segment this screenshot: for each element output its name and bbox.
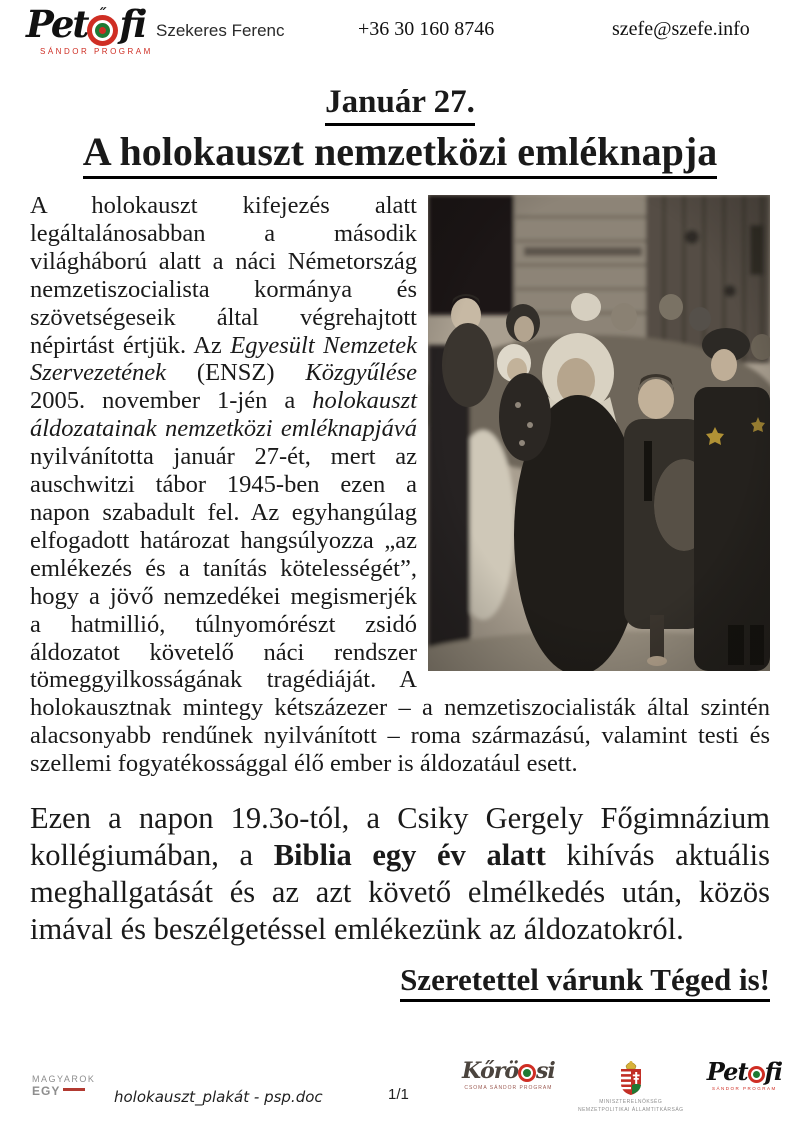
korosi-program-logo [462,1060,555,1091]
p1-run-2: (ENSZ) [166,359,306,387]
p1-italic-1: Egyesült Nemzetek Szervezetének [30,331,417,387]
p2-bold-1: Biblia egy év alatt [273,838,546,873]
korosi-target-icon [521,1067,533,1079]
petofi-footer-caption: SÁNDOR PROGRAM [712,1086,777,1091]
paragraph-event [30,800,770,948]
page-number: 1/1 [388,1086,409,1103]
p2-run-1: Ezen a napon 19.3o-tól, a Csiky Gergely Főgimnázium kollégiumában, a [30,801,770,873]
p1-italic-3: holokauszt áldozatainak nemzetközi emléknapjává [30,387,417,443]
title-block [0,84,800,179]
document-title-date: Január 27. [0,84,800,126]
korosi-logo-caption: CSOMA SÁNDOR PROGRAM [464,1085,553,1091]
korosi-wordmark: Kőrö si [461,1058,555,1084]
p1-run-3: 2005. november 1-jén a [30,387,313,415]
paragraph-intro [30,192,770,778]
document-title-main: A holokauszt nemzetközi emléknapja [0,128,800,179]
magyarok-logo [32,1074,95,1098]
p2-run-2: kihívás aktuális meghallgatását és az azt követő elmélkedés után, közös imával és beszélgetéssel emlékezünk az áldozatokról. [30,838,771,947]
petofi-wordmark-pre: Pet [26,2,88,46]
petofi-footer-target-icon [751,1069,762,1080]
p1-run-1: A holokauszt kifejezés alatt legáltalánosabban a második világháború alatt a náci Németország nemzetiszocialista kormánya és szövetségeseik által végrehajtott népirtást értjük. Az [30,192,417,359]
p1-italic-2: Közgyűlése [305,359,417,387]
holocaust-deportation-photo [428,195,770,671]
ministry-caption: MINISZTERELNÖKSÉG NEMZETPOLITIKAI ÁLLAMTITKÁRSÁG [577,1099,684,1113]
petofi-logo-wordmark [26,2,156,46]
red-bar-decoration [63,1088,85,1091]
closing-line: Szeretettel várunk Téged is! [30,962,770,1002]
contact-email: szefe@szefe.info [612,18,750,40]
petofi-footer-logo [706,1057,782,1091]
footer-logo-row [461,1057,782,1114]
ministry-logo [571,1060,691,1114]
hungarian-coat-of-arms-icon [618,1060,644,1096]
article-body [30,192,770,1002]
contact-phone: +36 30 160 8746 [358,18,495,40]
magyarok-logo-line2: EGY [32,1084,95,1098]
petofi-target-icon: ˝ [92,20,113,41]
petofi-footer-wordmark: Pet fi [706,1057,782,1086]
petofi-logo-caption: SÁNDOR PROGRAM [40,47,153,56]
document-filename: holokauszt_plakát - psp.doc [114,1088,323,1106]
petofi-program-logo [26,2,156,72]
p1-run-4: nyilvánította január 27-ét, mert az auschwitzi tábor 1945-ben ezen a napon szabadult fel. Az egyhangúlag elfogadott határozat hangsúlyozza „az emlékezés és a tanítás kötelességét”, hogy a jövő nemzedékei megismerjék a hatmillió, túlnyomórészt zsidó áldozatot követelő náci rendszer tömeggyilkosságának tragédiáját. A holokausztnak mintegy kétszázezer – a nemzetiszocialisták által szintén alacsonyabb rendűnek nyilvánított – roma származású, valamint testi és szellemi fogyatékossággal élő ember is áldozatául esett. [30,443,770,778]
magyarok-logo-line1: MAGYAROK [32,1074,96,1084]
petofi-wordmark-post: fi [119,2,146,46]
page-footer [0,1057,800,1126]
contact-name: Szekeres Ferenc [156,21,285,40]
